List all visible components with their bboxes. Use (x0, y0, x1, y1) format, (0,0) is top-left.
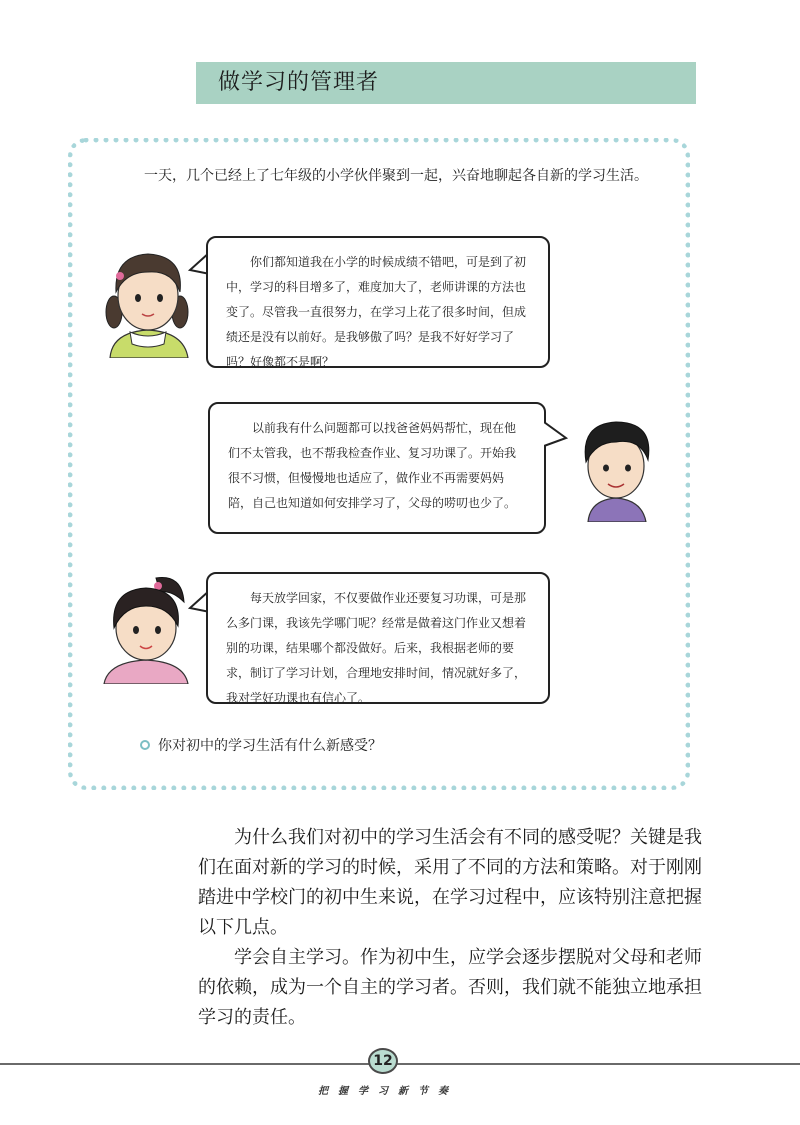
footer-divider (0, 1063, 800, 1065)
bubble-tail-2 (544, 420, 568, 450)
body-paragraph-2: 学会自主学习。作为初中生，应学会逐步摆脱对父母和老师的依赖，成为一个自主的学习者。否则，我们就不能独立地承担学习的责任。 (198, 947, 702, 1027)
boy-illustration (570, 412, 662, 522)
speech-bubble-2: 以前我有什么问题都可以找爸爸妈妈帮忙，现在他们不太管我，也不帮我检查作业、复习功课了。开始我很不习惯，但慢慢地也适应了，做作业不再需要妈妈陪，自己也知道如何安排学习了，父母的唠叨也少了。 (208, 402, 546, 534)
speech-bubble-1: 你们都知道我在小学的时候成绩不错吧，可是到了初中，学习的科目增多了，难度加大了，老师讲课的方法也变了。尽管我一直很努力，在学习上花了很多时间，但成绩还是没有以前好。是我够傲了吗？是我不好好学习了吗？好像都不是啊？ (206, 236, 550, 368)
chapter-title: 把握学习新节奏 (318, 1086, 458, 1097)
page-number: 12 (368, 1048, 398, 1074)
girl-ponytail-illustration (96, 572, 196, 684)
circle-bullet-icon (140, 740, 150, 750)
section-title-banner (196, 62, 696, 104)
body-paragraph-1: 为什么我们对初中的学习生活会有不同的感受呢？关键是我们在面对新的学习的时候，采用了不同的方法和策略。对于刚刚踏进中学校门的初中生来说，在学习过程中，应该特别注意把握以下几点。 (198, 827, 702, 937)
section-title: 做学习的管理者 (218, 70, 380, 95)
speech-bubble-3: 每天放学回家，不仅要做作业还要复习功课，可是那么多门课，我该先学哪门呢？经常是做着这门作业又想着别的功课，结果哪个都没做好。后来，我根据老师的要求，制订了学习计划，合理地安排时间，情况就好多了，我对学好功课也有信心了。 (206, 572, 550, 704)
girl-pigtails-illustration (100, 240, 196, 358)
activity-intro: 一天，几个已经上了七年级的小学伙伴聚到一起，兴奋地聊起各自新的学习生活。 (144, 168, 648, 184)
question-text: 你对初中的学习生活有什么新感受？ (158, 738, 382, 754)
discussion-question (140, 736, 382, 756)
